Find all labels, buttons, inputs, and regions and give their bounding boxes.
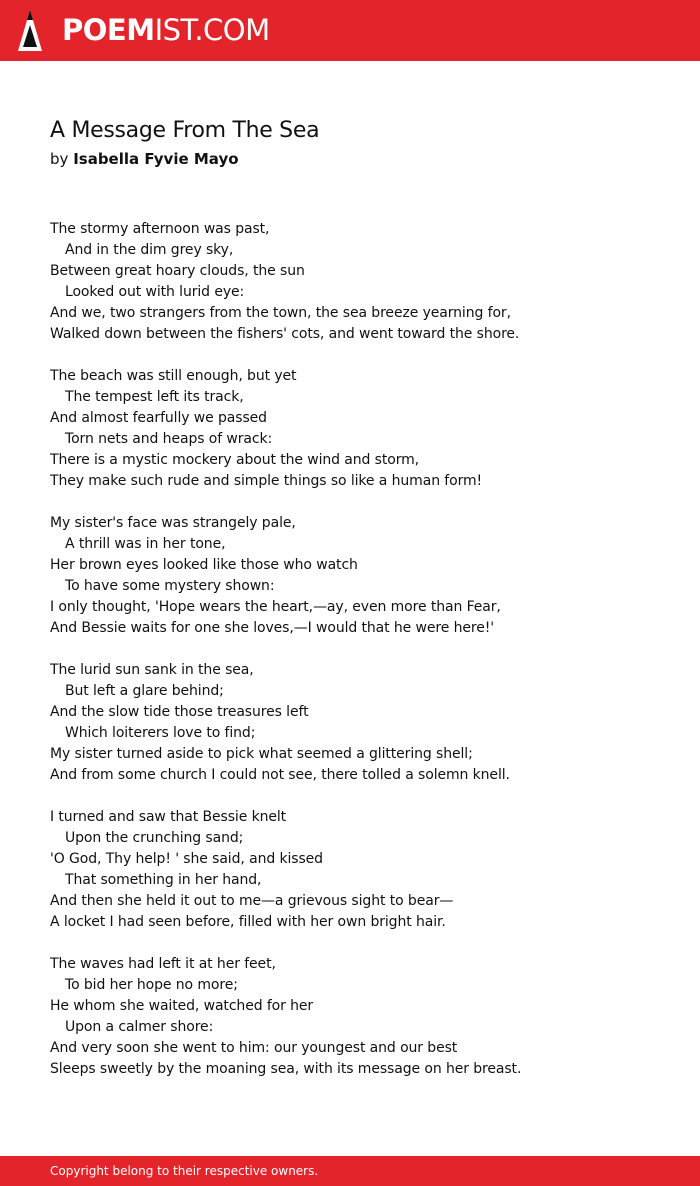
poem-line: There is a mystic mockery about the wind and storm, bbox=[50, 452, 420, 468]
poem-line: The tempest left its track, bbox=[65, 389, 244, 405]
poem-title: A Message From The Sea bbox=[50, 118, 320, 143]
poem-line: And then she held it out to me—a grievous sight to bear— bbox=[50, 893, 454, 909]
poem-line: And we, two strangers from the town, the sea breeze yearning for, bbox=[50, 305, 511, 321]
poem-line: Her brown eyes looked like those who watch bbox=[50, 557, 358, 573]
stanza bbox=[50, 219, 670, 345]
poem-line: The waves had left it at her feet, bbox=[50, 956, 276, 972]
site-logo-link[interactable] bbox=[62, 12, 270, 48]
poem-line: And almost fearfully we passed bbox=[50, 410, 267, 426]
poem-line: They make such rude and simple things so like a human form! bbox=[50, 473, 483, 489]
poem-line: But left a glare behind; bbox=[65, 683, 224, 699]
poem-line: And from some church I could not see, there tolled a solemn knell. bbox=[50, 767, 510, 783]
stanza bbox=[50, 660, 670, 786]
poem-line: Sleeps sweetly by the moaning sea, with its message on her breast. bbox=[50, 1061, 522, 1077]
stanza bbox=[50, 954, 670, 1080]
site-footer bbox=[0, 1156, 700, 1186]
poem-line: 'O God, Thy help! ' she said, and kissed bbox=[50, 851, 323, 867]
poem-line: Between great hoary clouds, the sun bbox=[50, 263, 305, 279]
stanza bbox=[50, 366, 670, 492]
copyright-text: Copyright belong to their respective owners. bbox=[50, 1164, 319, 1178]
poem-line: He whom she waited, watched for her bbox=[50, 998, 314, 1014]
poem-line: Which loiterers love to find; bbox=[65, 725, 256, 741]
poem-line: And in the dim grey sky, bbox=[65, 242, 234, 258]
poem-line: I turned and saw that Bessie knelt bbox=[50, 809, 287, 825]
byline bbox=[50, 148, 239, 170]
poem-line: The beach was still enough, but yet bbox=[50, 368, 297, 384]
poem-line: I only thought, 'Hope wears the heart,—ay, even more than Fear, bbox=[50, 599, 501, 615]
poem-line: My sister's face was strangely pale, bbox=[50, 515, 296, 531]
poem-line: To have some mystery shown: bbox=[65, 578, 275, 594]
poem-line: And the slow tide those treasures left bbox=[50, 704, 309, 720]
stanza bbox=[50, 513, 670, 639]
poem-line: The lurid sun sank in the sea, bbox=[50, 662, 254, 678]
poem-line: To bid her hope no more; bbox=[65, 977, 238, 993]
poem-line: Looked out with lurid eye: bbox=[65, 284, 245, 300]
poem-line: That something in her hand, bbox=[65, 872, 262, 888]
poem-line: Torn nets and heaps of wrack: bbox=[65, 431, 273, 447]
author-name: Isabella Fyvie Mayo bbox=[73, 150, 239, 168]
poem-line: A thrill was in her tone, bbox=[65, 536, 226, 552]
pencil-tip-icon[interactable] bbox=[18, 10, 42, 51]
poem-line: And very soon she went to him: our youngest and our best bbox=[50, 1040, 458, 1056]
poem-line: Walked down between the fishers' cots, and went toward the shore. bbox=[50, 326, 520, 342]
by-label: by bbox=[50, 150, 69, 168]
poem-line: The stormy afternoon was past, bbox=[50, 221, 270, 237]
poem-body bbox=[50, 219, 670, 1101]
poem-line: My sister turned aside to pick what seemed a glittering shell; bbox=[50, 746, 473, 762]
poem-line: Upon the crunching sand; bbox=[65, 830, 244, 846]
poem-line: And Bessie waits for one she loves,—I would that he were here!' bbox=[50, 620, 495, 636]
poem-line: A locket I had seen before, filled with her own bright hair. bbox=[50, 914, 446, 930]
poem-line: Upon a calmer shore: bbox=[65, 1019, 214, 1035]
brand-light: IST.COM bbox=[154, 13, 270, 47]
stanza bbox=[50, 807, 670, 933]
brand-bold: POEM bbox=[62, 13, 155, 47]
site-header bbox=[0, 0, 700, 61]
